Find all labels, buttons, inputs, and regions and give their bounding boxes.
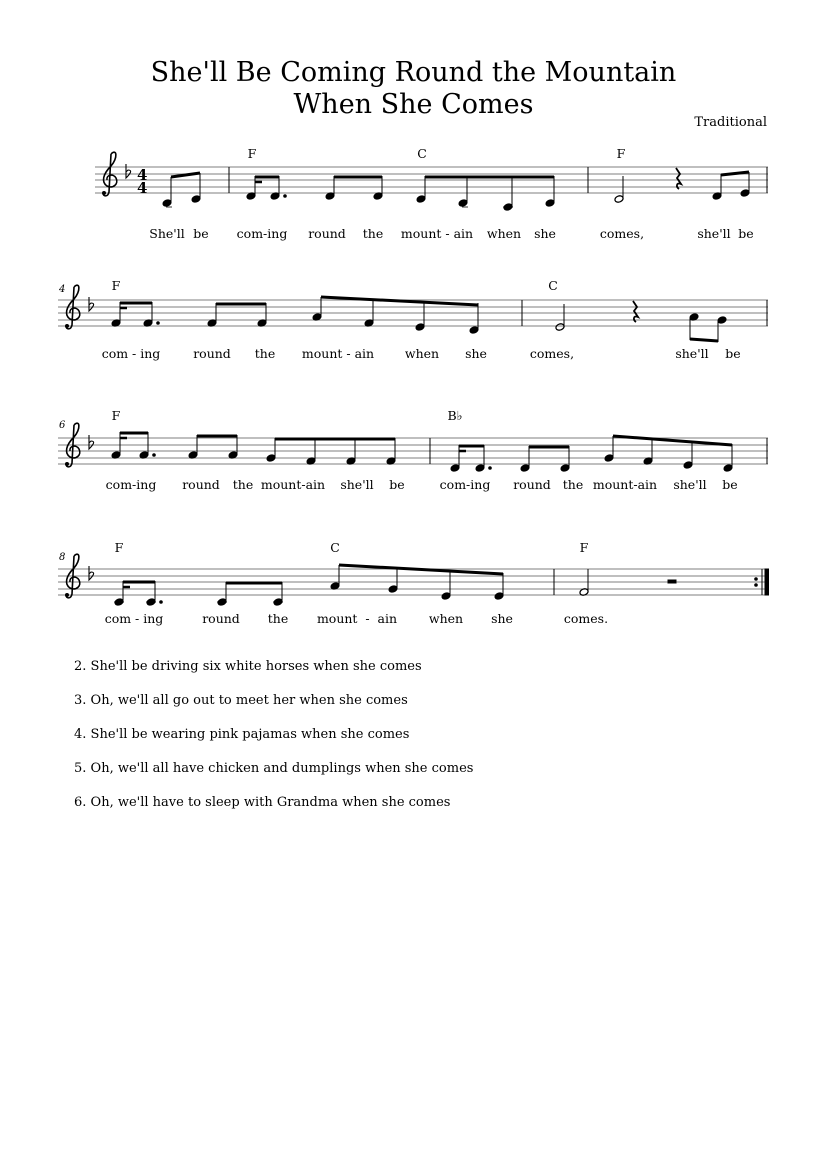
- lyric: mount - ain: [400, 226, 474, 241]
- chord-symbol: B♭: [447, 408, 463, 423]
- lyric: com-ing: [439, 477, 491, 492]
- lyric: she'll: [697, 226, 731, 241]
- lyric: be: [389, 477, 405, 492]
- svg-text:4: 4: [137, 179, 148, 197]
- lyric: the: [232, 477, 254, 492]
- lyric: she'll: [675, 346, 709, 361]
- lyric: comes.: [563, 611, 609, 626]
- lyric: when: [428, 611, 464, 626]
- title-line-1: She'll Be Coming Round the Mountain: [150, 57, 677, 88]
- system-1: [95, 146, 768, 241]
- lyric: round: [182, 477, 220, 492]
- lyric: she: [465, 346, 487, 361]
- chord-symbol: C: [417, 146, 427, 161]
- lyric: she: [534, 226, 556, 241]
- lyric: round: [513, 477, 551, 492]
- measure-number: 4: [59, 284, 66, 295]
- lyric: she'll: [340, 477, 374, 492]
- chord-symbol: F: [114, 540, 124, 555]
- chord-symbol: F: [616, 146, 626, 161]
- verse-3: 3. Oh, we'll all go out to meet her when she comes: [74, 693, 408, 708]
- chord-symbol: F: [111, 408, 121, 423]
- flat-icon: [89, 297, 94, 311]
- lyric: comes,: [529, 346, 575, 361]
- chord-symbol: C: [548, 278, 558, 293]
- lyric: she'll: [673, 477, 707, 492]
- flat-icon: [89, 435, 94, 449]
- lyric: the: [254, 346, 276, 361]
- flat-icon: [89, 566, 94, 580]
- half-rest-icon: [668, 580, 676, 583]
- measure-number: 8: [59, 552, 66, 563]
- lyric: com - ing: [101, 346, 161, 361]
- lyric: when: [486, 226, 522, 241]
- lyric: be: [725, 346, 741, 361]
- lyric: round: [308, 226, 346, 241]
- chord-symbol: F: [579, 540, 589, 555]
- lyric: the: [267, 611, 289, 626]
- lyric: She'll: [149, 226, 185, 241]
- chord-symbol: F: [111, 278, 121, 293]
- additional-verses: [74, 657, 473, 827]
- lyric: she: [491, 611, 513, 626]
- measure-number: 6: [59, 420, 66, 431]
- verse-6: 6. Oh, we'll have to sleep with Grandma when she comes: [74, 795, 451, 810]
- title-line-2: When She Comes: [293, 89, 534, 120]
- lyric: when: [404, 346, 440, 361]
- lyric: round: [202, 611, 240, 626]
- lyric: be: [738, 226, 754, 241]
- lyric: com-ing: [105, 477, 157, 492]
- time-signature: 4: [137, 166, 148, 184]
- composer: Traditional: [694, 115, 767, 130]
- lyric: round: [193, 346, 231, 361]
- lyric: be: [722, 477, 738, 492]
- lyric: be: [193, 226, 209, 241]
- lyric: the: [362, 226, 384, 241]
- lyric: mount - ain: [301, 346, 375, 361]
- lyric: com - ing: [104, 611, 164, 626]
- system-2: [58, 278, 768, 361]
- lyric: mount-ain: [260, 477, 326, 492]
- final-repeat-barline: [765, 569, 769, 595]
- lyric: com-ing: [236, 226, 288, 241]
- flat-icon: [126, 164, 131, 178]
- lyric: mount - ain: [316, 611, 398, 626]
- lyric: the: [562, 477, 584, 492]
- system-3: [58, 408, 768, 492]
- system-4: [58, 540, 769, 626]
- verse-5: 5. Oh, we'll all have chicken and dumplings when she comes: [74, 761, 474, 776]
- chord-symbol: F: [247, 146, 257, 161]
- verse-2: 2. She'll be driving six white horses when she comes: [74, 659, 422, 674]
- lyric: comes,: [599, 226, 645, 241]
- lyric: mount-ain: [592, 477, 658, 492]
- repeat-dot: [755, 578, 758, 581]
- chord-symbol: C: [330, 540, 340, 555]
- verse-4: 4. She'll be wearing pink pajamas when she comes: [74, 727, 410, 742]
